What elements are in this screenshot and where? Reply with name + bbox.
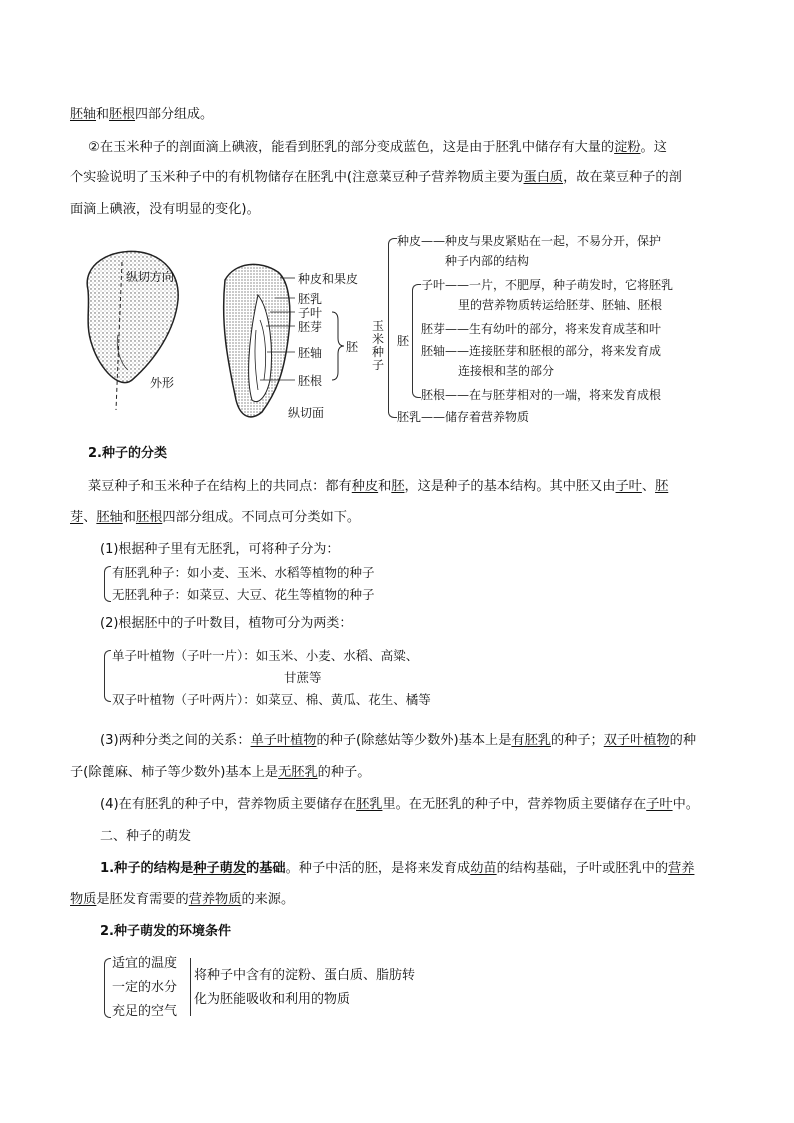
tree-node-hypocotyl: 胚轴 [421,344,446,358]
section-heading-germination: 二、种子的萌发 [100,829,192,844]
text-underlined: 蛋白质 [523,170,564,185]
text-underlined: 种皮 [351,479,379,494]
text-bold: 是 [180,861,194,876]
text: 、 [641,479,656,494]
text: 四部分组成。 [135,107,214,122]
text: (4)在有胚乳的种子中，营养物质主要储存在 [100,797,357,812]
text: 中。 [672,797,699,812]
text: 的来源。 [241,892,295,907]
text-underlined: 胚 [391,479,405,494]
tree-node-endosperm: 胚乳 [397,410,422,424]
text: 。种子中活的胚，是将来发育成 [285,861,471,876]
text: 和 [378,479,392,494]
text-bold-underlined: 种子萌发 [193,861,247,876]
tree-desc-endosperm: ——储存着营养物质 [421,410,530,424]
text: 的结构基础，子叶或胚乳中的 [496,861,669,876]
brace-conditions [104,958,111,1018]
tree-node-cotyledon: 子叶 [421,278,446,292]
classification-criterion-2: (2)根据胚中的子叶数目，植物可分为两类： [100,616,353,631]
section-heading-classification: 2.种子的分类 [88,446,167,461]
germination-basis-line-1 [100,857,694,876]
text: 的种子(除慈姑等少数外)基本上是 [316,733,512,748]
text: ，故在菜豆种子的剖 [563,170,682,185]
tree-desc-seedcoat-2: 种子内部的结构 [445,254,530,268]
text: ②在玉米种子的剖面滴上碘液，能看到胚乳的部分变成蓝色，这是由于胚乳中储存有大量的 [88,140,615,155]
classification-relation-line-2 [70,761,370,780]
corn-seed-structure-tree [370,228,700,428]
class-dicot: 双子叶植物（子叶两片）：如菜豆、棉、黄瓜、花生、橘等 [112,692,431,707]
label-outer-shape: 外形 [150,376,175,390]
tree-embryo-brace [412,284,421,398]
label-radicle: 胚根 [298,374,323,388]
class-with-endosperm: 有胚乳种子：如小麦、玉米、水稻等植物的种子 [112,565,375,580]
text-underlined: 幼苗 [470,861,497,876]
text: 是胚发育需要的 [96,892,189,907]
text-underlined: 胚乳 [356,797,383,812]
text: 。这 [640,140,667,155]
tree-desc-hypocotyl-2: 连接根和茎的部分 [458,364,555,378]
text-underlined: 营养物质 [188,892,242,907]
class-monocot-line-2: 甘蔗等 [284,670,322,685]
text-underlined: 物质 [70,892,97,907]
tree-desc-seedcoat-1: ——种皮与果皮紧贴在一起，不易分开，保护 [421,234,662,248]
text-underlined: 营养 [668,861,695,876]
label-plumule: 胚芽 [298,320,323,334]
condition-air: 充足的空气 [112,1004,178,1019]
text: 和 [122,510,136,525]
conditions-vertical-divider [190,958,191,1016]
label-endosperm: 胚乳 [298,292,323,306]
corn-seed-drawing [70,240,390,425]
classification-relation-line-1 [100,729,696,748]
text-bold: 的基础 [246,861,286,876]
label-cotyledon: 子叶 [298,306,323,320]
condition-temperature: 适宜的温度 [112,956,178,971]
brace-endosperm-classes [104,566,111,602]
tree-desc-hypocotyl-1: ——连接胚芽和胚根的部分，将来发育成 [445,344,662,358]
text: 、 [83,510,97,525]
tree-node-plumule: 胚芽 [421,322,446,336]
text-bold: 1.种子的结构 [100,861,181,876]
text: 菜豆种子和玉米种子在结构上的共同点：都有 [88,479,352,494]
classification-criterion-1: (1)根据种子里有无胚乳，可将种子分为： [100,542,340,557]
text-underlined: 胚根 [109,107,136,122]
corn-seed-figure [70,240,390,425]
text-underlined: 子叶 [646,797,673,812]
conditions-result-line-1: 将种子中含有的淀粉、蛋白质、脂肪转 [194,968,416,983]
text-underlined: 胚轴 [96,510,123,525]
text: 的种子； [550,733,604,748]
class-without-endosperm: 无胚乳种子：如菜豆、大豆、花生等植物的种子 [112,587,375,602]
tree-desc-cotyledon-1: ——一片，不肥厚，种子萌发时，它将胚乳 [445,278,674,292]
text-underlined: 子叶 [615,479,642,494]
text: 四部分组成。不同点可分类如下。 [162,510,361,525]
text-underlined: 双子叶植物 [603,733,670,748]
section-heading-conditions: 2.种子萌发的环境条件 [100,924,231,939]
label-hypocotyl: 胚轴 [298,346,323,360]
conditions-result-line-2: 化为胚能吸收和利用的物质 [194,992,351,1007]
text: 的种 [669,733,697,748]
text-underlined: 淀粉 [614,140,641,155]
text-underlined: 芽 [70,510,84,525]
text: 的种子。 [317,765,371,780]
text-underlined: 胚 [655,479,669,494]
text: 个实验说明了玉米种子中的有机物储存在胚乳中(注意菜豆种子营养物质主要为 [70,170,524,185]
class-monocot-line-1: 单子叶植物（子叶一片）：如玉米、小麦、水稻、高粱、 [112,648,419,663]
label-cut-direction: 纵切方向 [126,270,175,284]
label-seed-coat: 种皮和果皮 [298,272,359,286]
classification-storage [100,793,699,812]
tree-node-seedcoat: 种皮 [397,234,422,248]
brace-cotyledon-classes [104,650,111,702]
text: 里。在无胚乳的种子中，营养物质主要储存在 [382,797,647,812]
tree-node-radicle: 胚根 [421,388,446,402]
text: 子(除蓖麻、柿子等少数外)基本上是 [70,765,279,780]
condition-water: 一定的水分 [112,980,178,995]
classification-intro-line-1 [88,475,668,494]
tree-main-brace [388,238,397,418]
tree-desc-cotyledon-2: 里的营养物质转运给胚芽、胚轴、胚根 [458,298,663,312]
tree-root-label: 玉米种子 [372,319,385,372]
germination-basis-line-2 [70,888,294,907]
text-underlined: 单子叶植物 [250,733,317,748]
text-underlined: 胚根 [135,510,163,525]
text: (3)两种分类之间的关系： [100,733,251,748]
text: 和 [96,107,110,122]
label-embryo: 胚 [346,340,359,354]
tree-desc-plumule: ——生有幼叶的部分，将来发育成茎和叶 [445,322,662,336]
text: ，这是种子的基本结构。其中胚又由 [404,479,616,494]
paragraph-iodine-line-1 [88,136,667,155]
paragraph-iodine-line-3: 面滴上碘液，没有明显的变化)。 [70,202,260,217]
figure-caption: 纵切面 [288,406,325,420]
text-underlined: 有胚乳 [511,733,551,748]
text-underlined: 无胚乳 [278,765,318,780]
tree-node-embryo: 胚 [397,334,410,348]
paragraph-iodine-line-2 [70,166,682,185]
classification-intro-line-2 [70,506,360,525]
text-underlined: 胚轴 [70,107,97,122]
intro-line-1 [70,103,213,122]
tree-desc-radicle: ——在与胚芽相对的一端，将来发育成根 [445,388,662,402]
